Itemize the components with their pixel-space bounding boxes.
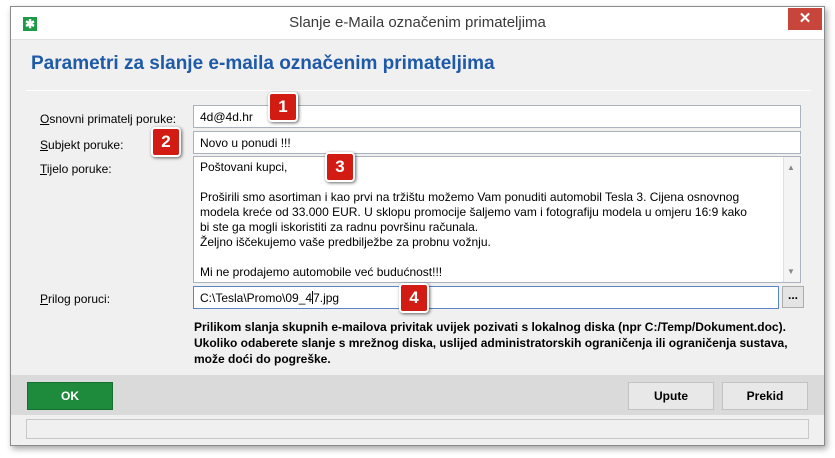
body-line: Željno iščekujemo vaše predbilježbe za probnu vožnju. [200,235,491,249]
window-title: Slanje e-Maila označenim primateljima [289,14,546,31]
scroll-up-icon[interactable]: ▲ [787,163,795,172]
body-scrollbar[interactable] [783,157,800,282]
attachment-note [194,319,794,367]
app-logo-icon: ✱ [24,17,36,31]
recipient-label: Osnovni primatelj poruke: [40,112,177,126]
close-button[interactable]: ✕ [788,8,822,30]
body-line: Mi ne prodajemo automobile već budućnost!!! [200,265,443,279]
attachment-path-text-end: 7.jpg [313,291,340,305]
body-line: bi ste ga mogli iskoristiti za radnu površinu računala. [200,220,479,234]
cancel-button[interactable]: Prekid [722,382,808,410]
body-textarea[interactable] [193,156,801,283]
callout-marker-3: 3 [325,152,355,182]
note-line: može doći do pogreške. [194,352,331,366]
callout-marker-1: 1 [268,92,298,122]
subject-input[interactable]: Novo u ponudi !!! [193,131,801,154]
browse-file-button[interactable]: ... [782,286,804,308]
note-line: Prilikom slanja skupnih e-mailova privitak uvijek pozivati s lokalnog diska (npr C:/Temp/Dokument.doc). [194,320,786,334]
scroll-down-icon[interactable]: ▼ [787,267,795,276]
email-dialog-window [10,6,825,446]
body-line: modela kreće od 33.000 EUR. U sklopu promocije šaljemo vam i fotografiju modela u omjeru 16:9 kako [200,205,747,219]
callout-marker-4: 4 [399,283,429,313]
recipient-input[interactable]: 4d@4d.hr [193,105,801,128]
note-line: Ukoliko odaberete slanje s mrežnog diska, uslijed administratorskih ograničenja ili ograničenja sustava, [194,336,788,350]
subject-label: Subjekt poruke: [40,138,124,152]
callout-marker-2: 2 [151,127,181,157]
body-line: Poštovani kupci, [200,160,288,174]
attachment-label: Prilog poruci: [40,292,111,306]
attachment-path-text: C:\Tesla\Promo\09_4 [200,291,313,305]
body-label: Tijelo poruke: [40,162,112,176]
title-bar[interactable] [11,7,824,40]
ok-button[interactable]: OK [27,382,113,410]
body-line [200,250,776,265]
help-button[interactable]: Upute [628,382,714,410]
page-title: Parametri za slanje e-maila označenim primateljima [31,53,495,74]
button-bar [11,375,824,415]
body-line [200,175,776,190]
attachment-path-input[interactable] [193,286,779,309]
body-line: Proširili smo asortiman i kao prvi na tržištu možemo Vam ponuditi automobil Tesla 3. Cijena osnovnog [200,190,740,204]
status-bar [26,419,809,439]
